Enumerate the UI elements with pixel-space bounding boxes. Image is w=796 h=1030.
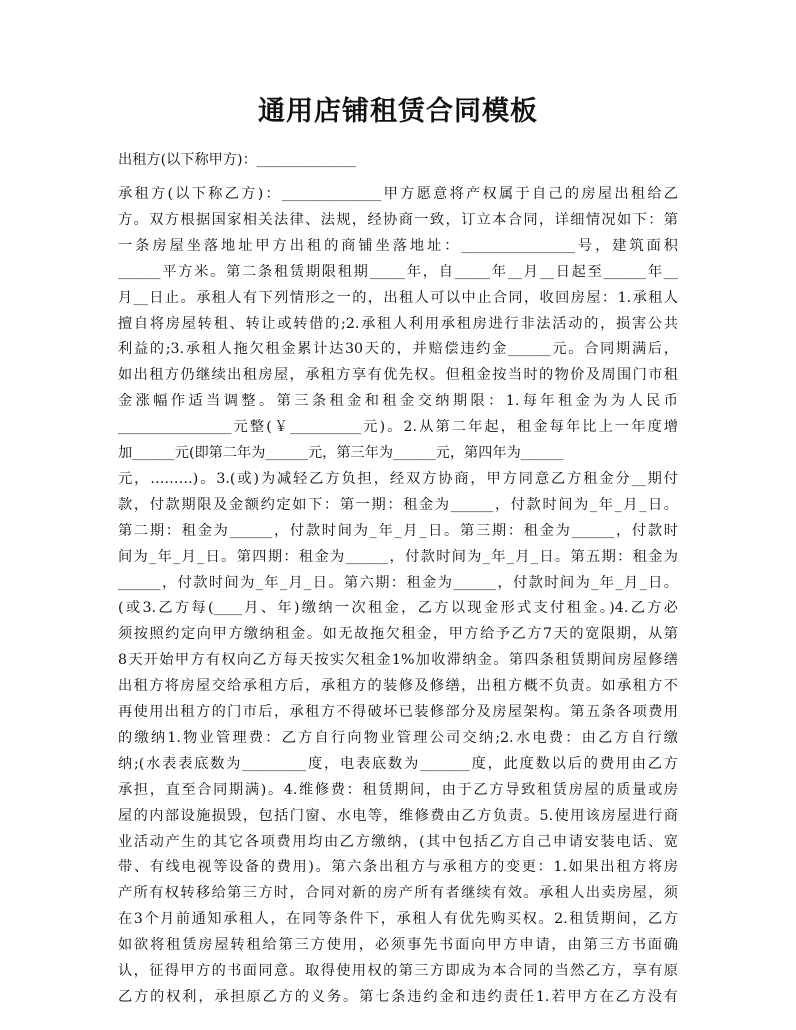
body-line: 擅自将房屋转租、转让或转借的;2.承租人利用承租房进行非法活动的，损害公共	[118, 315, 678, 332]
body-line: ______平方米。第二条租赁期限租期_____年，自_____年__月__日起至______年__	[118, 263, 678, 280]
body-line: 出租方将房屋交给承租方后，承租方的装修及修缮，出租方概不负责。如承租方不	[118, 678, 678, 695]
body-line: 方。双方根据国家相关法律、法规，经协商一致，订立本合同，详细情况如下：第	[118, 211, 678, 228]
body-line: 如欲将租赁房屋转租给第三方使用，必须事先书面向甲方申请，由第三方书面确	[118, 937, 678, 954]
body-line: 第二期：租金为______，付款时间为_年_月_日。第三期：租金为______，付款时	[118, 522, 678, 539]
body-line: 加______元(即第二年为______元，第三年为______元，第四年为______	[118, 445, 564, 461]
body-line: 屋的内部设施损毁，包括门窗、水电等，维修费由乙方负责。5.使用该房屋进行商	[118, 807, 678, 824]
body-line: 在3个月前通知承租人，在同等条件下，承租人有优先购买权。2.租赁期间，乙方	[118, 911, 678, 928]
body-line: 纳;(水表表底数为_________度，电表底数为_______度，此度数以后的费用由乙方	[118, 755, 678, 772]
document-title: 通用店铺租赁合同模板	[258, 96, 538, 127]
body-line: 一条房屋坐落地址甲方出租的商铺坐落地址：________________号，建筑面积	[118, 237, 678, 254]
body-line: 款，付款期限及金额约定如下：第一期：租金为______，付款时间为_年_月_日。	[118, 496, 678, 513]
body-line: 8天开始甲方有权向乙方每天按实欠租金1%加收滞纳金。第四条租赁期间房屋修缮	[118, 652, 678, 669]
body-line: 如出租方仍继续出租房屋，承租方享有优先权。但租金按当时的物价及周围门市租	[118, 367, 678, 384]
body-line: ______，付款时间为_年_月_日。第六期：租金为______，付款时间为_年_月_日。	[118, 574, 678, 591]
body-line: 认，征得甲方的书面同意。取得使用权的第三方即成为本合同的当然乙方，享有原	[118, 963, 678, 979]
body-line: 须按照约定向甲方缴纳租金。如无故拖欠租金，甲方给予乙方7天的宽限期，从第	[118, 626, 678, 643]
body-line: 月__日止。承租人有下列情形之一的，出租人可以中止合同，收回房屋：1.承租人	[118, 289, 678, 306]
body-line: 乙方的权利，承担原乙方的义务。第七条违约金和违约责任1.若甲方在乙方没有	[118, 988, 678, 1005]
body-line: ________________元整(￥__________元)。2.从第二年起，租金每年比上一年度增	[118, 419, 678, 436]
body-line: (或3.乙方每(____月、年)缴纳一次租金，乙方以现金形式支付租金。)4.乙方必	[118, 600, 678, 617]
body-line: 承担，直至合同期满)。4.维修费：租赁期间，由于乙方导致租赁房屋的质量或房	[118, 781, 678, 798]
body-line: 产所有权转移给第三方时，合同对新的房产所有者继续有效。承租人出卖房屋，须	[118, 885, 678, 902]
body-line: 承租方(以下称乙方)：______________甲方愿意将产权属于自己的房屋出租给乙	[118, 186, 678, 202]
body-line: 业活动产生的其它各项费用均由乙方缴纳，(其中包括乙方自己申请安装电话、宽	[118, 833, 678, 850]
body-line: 再使用出租方的门市后，承租方不得破坏已装修部分及房屋架构。第五条各项费用	[118, 704, 678, 720]
body-line: 间为_年_月_日。第四期：租金为______，付款时间为_年_月_日。第五期：租金为	[118, 548, 678, 565]
body-line: 的缴纳1.物业管理费：乙方自行向物业管理公司交纳;2.水电费：由乙方自行缴	[118, 729, 678, 746]
body-line: 带、有线电视等设备的费用)。第六条出租方与承租方的变更：1.如果出租方将房	[118, 859, 678, 876]
body-line: 利益的;3.承租人拖欠租金累计达30天的，并赔偿违约金______元。合同期满后，	[118, 341, 678, 358]
lessor-line: 出租方(以下称甲方)：______________	[118, 152, 357, 168]
body-line: 元，………)。3.(或)为减轻乙方负担，经双方协商，甲方同意乙方租金分__期付	[118, 470, 678, 487]
body-line: 金涨幅作适当调整。第三条租金和租金交纳期限：1.每年租金为为人民币	[118, 393, 678, 410]
